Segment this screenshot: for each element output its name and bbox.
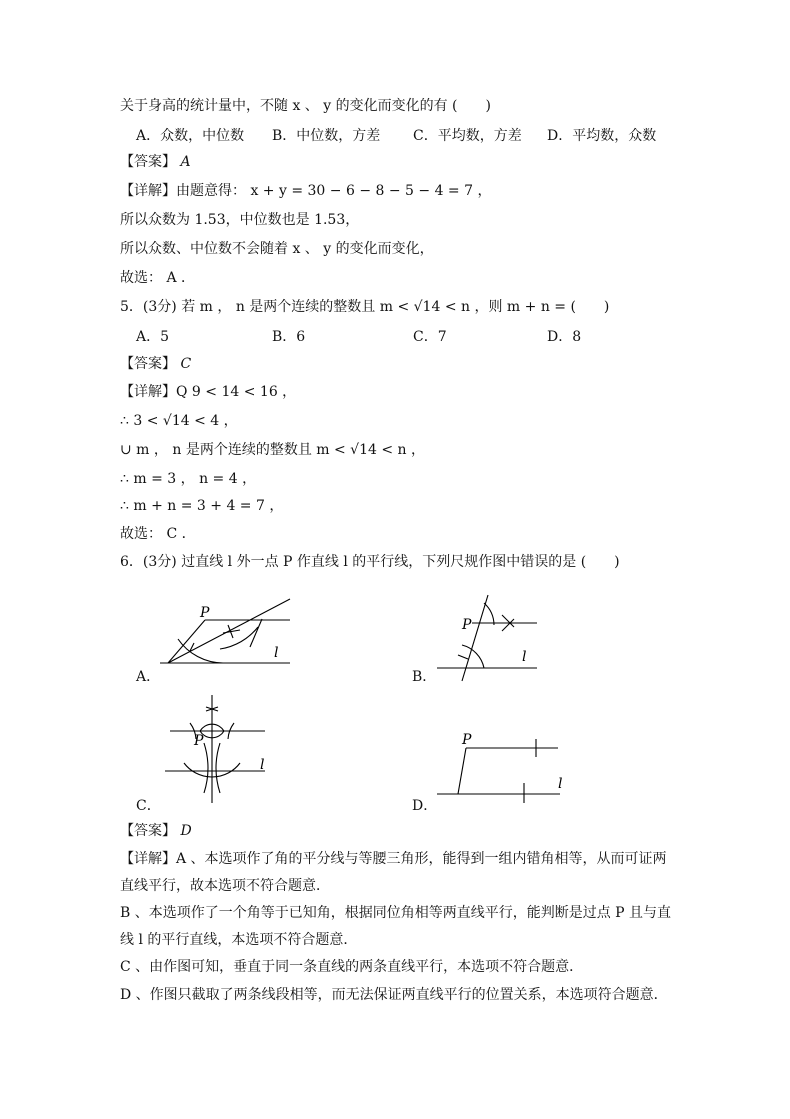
figure-a-line-l: l [274,645,279,661]
figure-d [432,733,572,805]
q5-option-b: B．6 [272,329,306,345]
q6-answer-label: 【答案】 [120,823,176,839]
q4-option-b: B．中位数，方差 [272,128,381,144]
q6-answer-row [120,822,192,840]
figure-c-label: C． [136,798,161,814]
q4-stem: 关于身高的统计量中，不随 x 、 y 的变化而变化的有 ( ) [120,98,491,114]
q5-stem: 5．(3分) 若 m ， n 是两个连续的整数且 m < √14 < n ，则 m + n = ( ) [120,299,610,315]
q4-answer-label: 【答案】 [120,154,176,170]
q5-detail-line: ∴ m + n = 3 + 4 = 7 ， [120,498,284,514]
q4-detail-label: 【详解】 [120,183,176,199]
figure-a-label: A． [136,669,161,685]
q6-detail-line: C 、由作图可知，垂直于同一条直线的两条直线平行，本选项不符合题意． [120,959,584,975]
q6-detail-line: 直线平行，故本选项不符合题意． [120,878,330,894]
q5-detail-line: ∴ 3 < √14 < 4 ， [120,413,238,429]
q5-answer-label: 【答案】 [120,356,176,372]
q4-detail-line: 所以众数为 1.53，中位数也是 1.53， [120,212,360,228]
q4-option-a: A．众数，中位数 [136,128,245,144]
q4-answer-value: A [180,154,191,170]
q5-detail-row [120,383,296,401]
figure-b-line-l: l [522,649,527,665]
q4-detail-line: 由题意得： x + y = 30 − 6 − 8 − 5 − 4 = 7 ， [176,183,492,199]
q5-option-c: C．7 [413,329,447,345]
q5-detail-line: Q 9 < 14 < 16 ， [176,384,297,400]
figure-b [432,593,552,683]
q6-detail-row [120,850,667,868]
q6-answer-value: D [180,823,192,839]
q6-detail-label: 【详解】 [120,851,176,867]
q5-detail-line: 故选： C ． [120,526,196,542]
q5-option-a: A．5 [136,329,170,345]
q4-detail-line: 故选： A ． [120,270,196,286]
q6-detail-line: D 、作图只截取了两条线段相等，而无法保证两直线平行的位置关系，本选项符合题意． [120,987,668,1003]
q5-option-d: D．8 [547,329,582,345]
figure-a [160,593,300,693]
figure-c-point-p: P [194,733,204,749]
figure-d-line-l: l [558,776,563,792]
q6-detail-line: 线 l 的平行直线，本选项不符合题意． [120,932,358,948]
q5-detail-line: ∴ m = 3 ， n = 4 ， [120,471,257,487]
figure-c [160,693,280,805]
q4-option-d: D．平均数，众数 [547,128,657,144]
q4-option-c: C．平均数，方差 [413,128,522,144]
q4-detail-row [120,182,491,200]
figure-d-label: D． [412,798,438,814]
figure-b-point-p: P [462,617,472,633]
q6-detail-line: B 、本选项作了一个角等于已知角，根据同位角相等两直线平行，能判断是过点 P 且与直 [120,905,672,921]
q5-detail-line: ∪ m ， n 是两个连续的整数且 m < √14 < n ， [120,442,426,458]
q4-answer-row [120,153,191,171]
q6-detail-line: A 、本选项作了角的平分线与等腰三角形，能得到一组内错角相等，从而可证两 [176,851,667,867]
figure-c-line-l: l [260,757,265,773]
q5-answer-value: C [180,356,192,372]
figure-a-point-p: P [200,605,210,621]
figure-b-label: B． [412,669,437,685]
q5-detail-label: 【详解】 [120,384,176,400]
q6-stem: 6．(3分) 过直线 l 外一点 P 作直线 l 的平行线，下列尺规作图中错误的是 ( ) [120,554,620,570]
figure-d-point-p: P [462,733,472,748]
q5-answer-row [120,355,191,373]
q4-detail-line: 所以众数、中位数不会随着 x 、 y 的变化而变化， [120,241,434,257]
